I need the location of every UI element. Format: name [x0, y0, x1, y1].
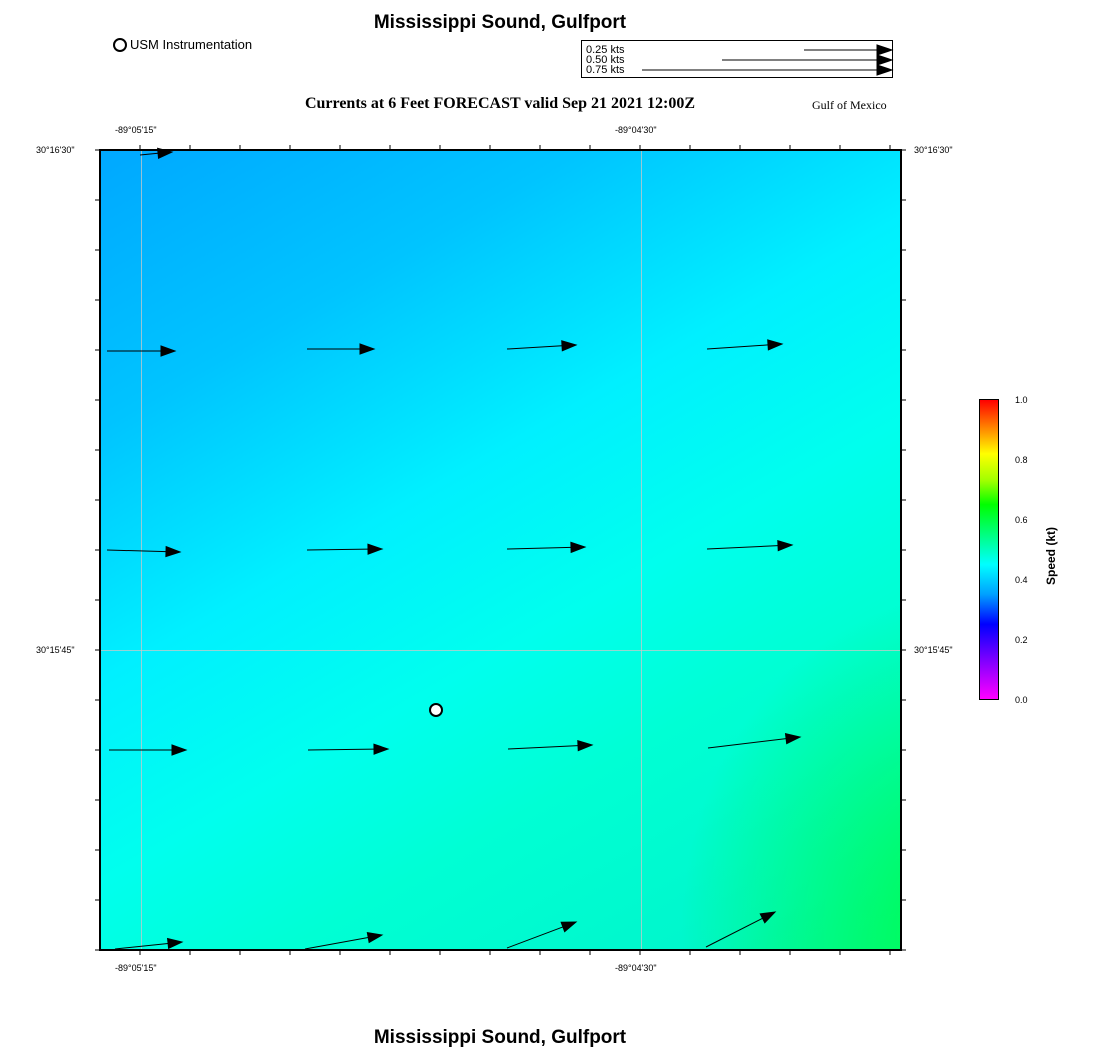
arrow-icon	[571, 542, 585, 552]
vector-scale-label: 0.50 kts	[586, 54, 625, 66]
arrow-icon	[158, 148, 172, 158]
arrow-icon	[578, 741, 592, 751]
lat-label-left: 30°16'30"	[36, 145, 75, 155]
arrow-icon	[708, 739, 786, 748]
station-legend-label: USM Instrumentation	[130, 37, 253, 52]
arrow-icon	[707, 546, 778, 549]
arrow-icon	[507, 547, 571, 549]
vector-scale-label: 0.25 kts	[586, 44, 625, 56]
arrow-icon	[367, 933, 382, 943]
arrow-icon	[115, 943, 168, 949]
lat-label-left: 30°15'45"	[36, 645, 75, 655]
colorbar-tick: 0.6	[1015, 515, 1028, 525]
region-label: Gulf of Mexico	[812, 98, 887, 112]
lon-label-bottom: -89°05'15"	[115, 963, 157, 973]
usm-station-marker-icon[interactable]	[430, 704, 442, 716]
footer-title: Mississippi Sound, Gulfport	[373, 1027, 627, 1048]
map-title: Mississippi Sound, Gulfport	[373, 12, 627, 33]
colorbar-tick: 1.0	[1015, 395, 1028, 405]
arrow-icon	[778, 541, 792, 551]
arrow-icon	[786, 734, 800, 744]
colorbar-tick: 0.2	[1015, 635, 1028, 645]
arrow-icon	[307, 549, 368, 550]
arrow-icon	[562, 341, 576, 351]
speed-colorbar	[979, 399, 999, 700]
lat-label-right: 30°15'45"	[914, 645, 953, 655]
lon-label-top: -89°05'15"	[115, 125, 157, 135]
arrow-icon	[507, 346, 562, 349]
arrow-icon	[107, 550, 166, 552]
arrow-icon	[768, 340, 782, 350]
arrow-icon	[308, 749, 374, 750]
arrow-icon	[161, 346, 175, 356]
arrow-icon	[172, 745, 186, 755]
forecast-subtitle: Currents at 6 Feet FORECAST valid Sep 21 2021 12:00Z	[304, 95, 696, 112]
colorbar-tick: 0.4	[1015, 575, 1028, 585]
arrow-icon	[166, 547, 180, 557]
arrow-icon	[707, 345, 768, 349]
lon-label-top: -89°04'30"	[615, 125, 657, 135]
arrow-icon	[360, 344, 374, 354]
arrow-icon	[706, 918, 763, 947]
arrow-icon	[368, 544, 382, 554]
arrow-icon	[374, 744, 388, 754]
lon-label-bottom: -89°04'30"	[615, 963, 657, 973]
colorbar-title: Speed (kt)	[1044, 526, 1058, 585]
lat-label-right: 30°16'30"	[914, 145, 953, 155]
arrow-icon	[561, 922, 576, 932]
colorbar-tick: 0.8	[1015, 455, 1028, 465]
arrow-icon	[507, 927, 563, 948]
arrow-icon	[760, 912, 775, 923]
arrow-icon	[508, 746, 578, 749]
vector-scale-label: 0.75 kts	[586, 64, 625, 76]
colorbar-tick: 0.0	[1015, 695, 1028, 705]
arrow-icon	[305, 938, 368, 949]
arrow-icon	[168, 938, 182, 948]
arrow-icon	[140, 153, 158, 155]
